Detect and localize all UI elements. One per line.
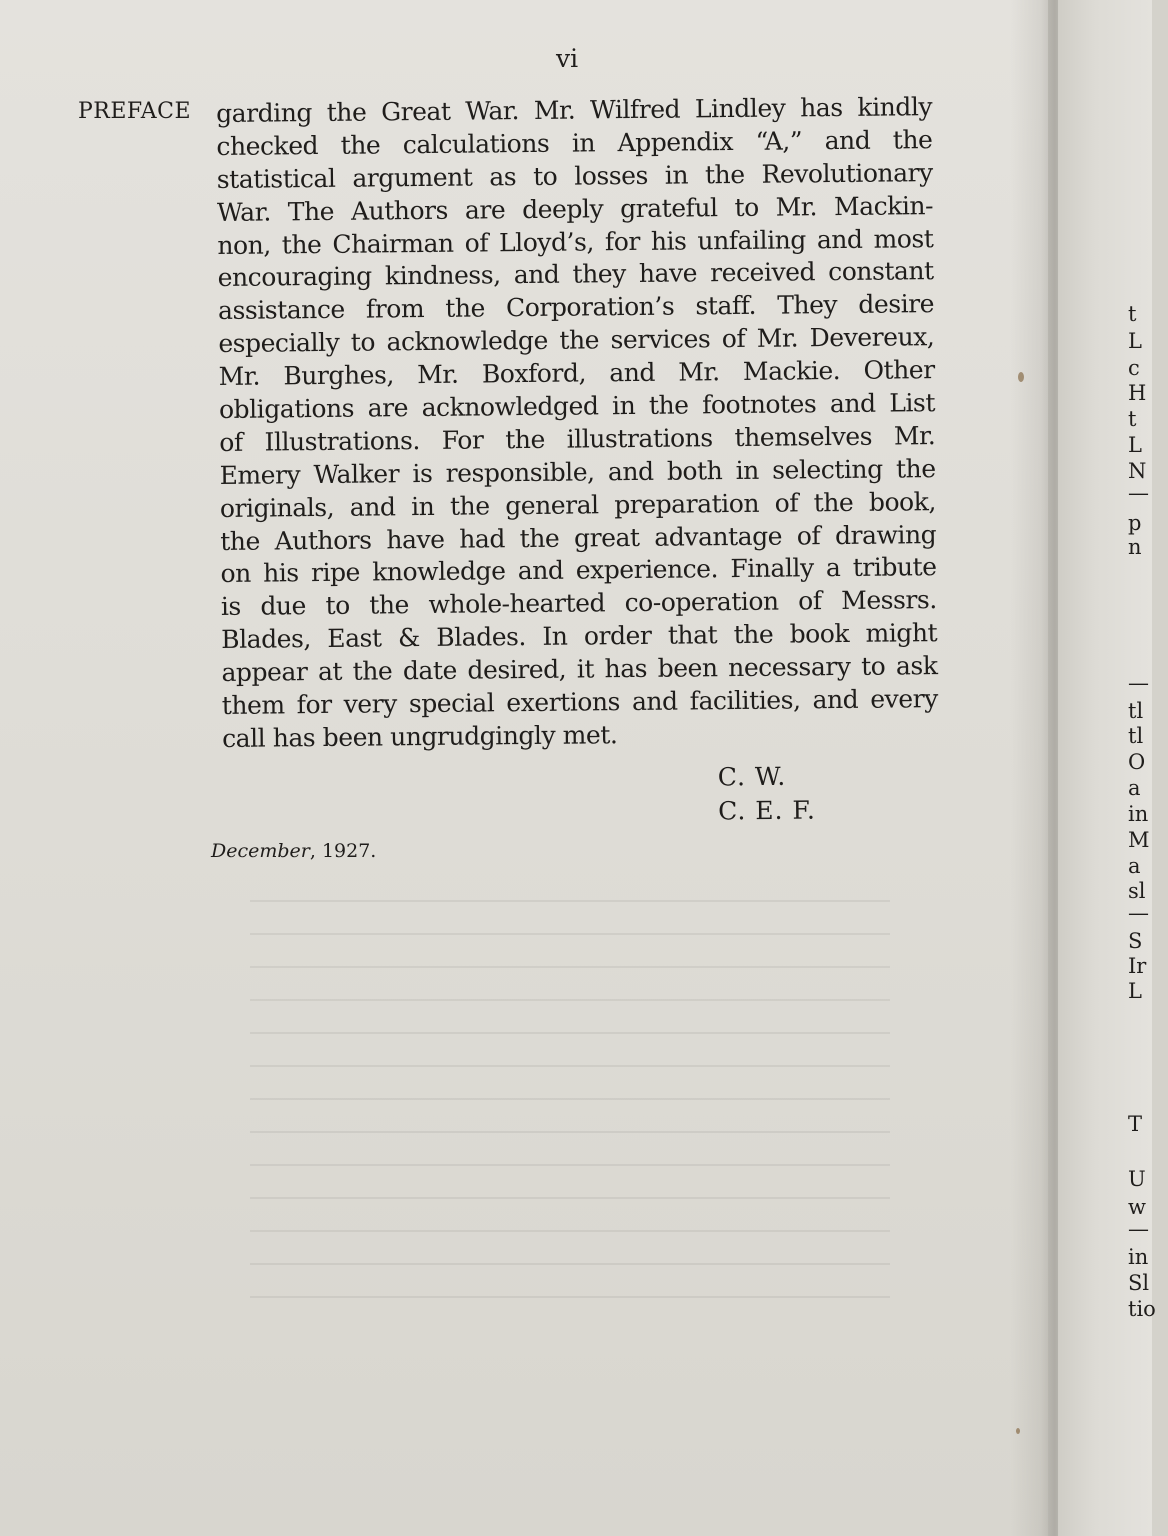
body-line: the Authors have had the great advantage of drawing (220, 519, 937, 556)
body-line: statistical argument as to losses in the Revolutionary (216, 157, 933, 194)
fragment: H (1128, 381, 1147, 405)
fragment: — (1128, 481, 1149, 505)
page-number: vi (556, 44, 579, 73)
fragment: L (1128, 979, 1142, 1003)
fragment: in (1128, 802, 1149, 826)
body-line: checked the calculations in Appendix “A,” and the (216, 125, 933, 161)
fragment: T (1128, 1112, 1143, 1136)
signature-block (718, 760, 816, 829)
body-line: appear at the date desired, it has been necessary to ask (221, 651, 938, 688)
fragment: M (1128, 828, 1150, 852)
preface-body (216, 91, 938, 756)
signature-initials: C. W. (717, 761, 787, 792)
body-line: originals, and in the general preparation of the book, (219, 486, 937, 523)
body-line: especially to acknowledge the services of Mr. Devereux, (218, 322, 935, 359)
body-line: encouraging kindness, and they have received constant (217, 256, 934, 293)
fragment: O (1128, 750, 1146, 774)
fragment: Ir (1128, 954, 1147, 978)
fragment: L (1128, 329, 1142, 353)
fragment: n (1128, 535, 1142, 559)
body-line: call has been ungrudgingly met. (222, 720, 618, 753)
body-line: on his ripe knowledge and experience. Finally a tribute (220, 552, 937, 589)
body-line: War. The Authors are deeply grateful to Mr. Mackin- (216, 190, 934, 227)
body-line: assistance from the Corporation’s staff. They desire (217, 289, 935, 326)
date-month: December (211, 840, 310, 862)
fragment: t (1128, 407, 1137, 431)
fragment: t (1128, 302, 1137, 326)
body-line: garding the Great War. Mr. Wilfred Lindley has kindly (216, 92, 933, 128)
fragment: sl (1128, 879, 1146, 903)
body-line: Emery Walker is responsible, and both in selecting the (219, 453, 936, 490)
signature-initials: C. E. F. (718, 795, 816, 826)
show-through-text (250, 900, 890, 1300)
fragment: tl (1128, 724, 1144, 748)
fragment: — (1128, 671, 1149, 695)
fragment: in (1128, 1245, 1149, 1269)
body-line: of Illustrations. For the illustrations themselves Mr. (219, 421, 936, 457)
fragment: a (1128, 854, 1141, 878)
fragment: — (1128, 901, 1149, 925)
fragment: p (1128, 511, 1142, 535)
fragment: c (1128, 356, 1140, 380)
body-line: Blades, East & Blades. In order that the book might (221, 618, 938, 655)
fragment: a (1128, 776, 1141, 800)
margin-heading: PREFACE (78, 99, 192, 124)
fragment: U (1128, 1167, 1146, 1191)
fragment: tl (1128, 699, 1144, 723)
body-line: obligations are acknowledged in the footnotes and List (218, 388, 936, 425)
body-line: is due to the whole-hearted co-operation of Messrs. (220, 585, 937, 622)
date-year: , 1927. (309, 840, 377, 862)
body-line: them for very special exertions and facilities, and every (221, 684, 938, 721)
fragment: L (1128, 433, 1142, 457)
facing-page-text-fragments (1128, 0, 1168, 1536)
fragment: — (1128, 1217, 1149, 1241)
body-line: Mr. Burghes, Mr. Boxford, and Mr. Mackie. Other (218, 355, 935, 392)
body-line: non, the Chairman of Lloyd’s, for his unfailing and most (217, 223, 934, 260)
fragment: Sl (1128, 1271, 1150, 1295)
preface-date (211, 840, 376, 862)
fragment: S (1128, 929, 1143, 953)
fragment: tio (1128, 1297, 1156, 1321)
fragment: w (1128, 1195, 1146, 1219)
fragment: N (1128, 459, 1147, 483)
